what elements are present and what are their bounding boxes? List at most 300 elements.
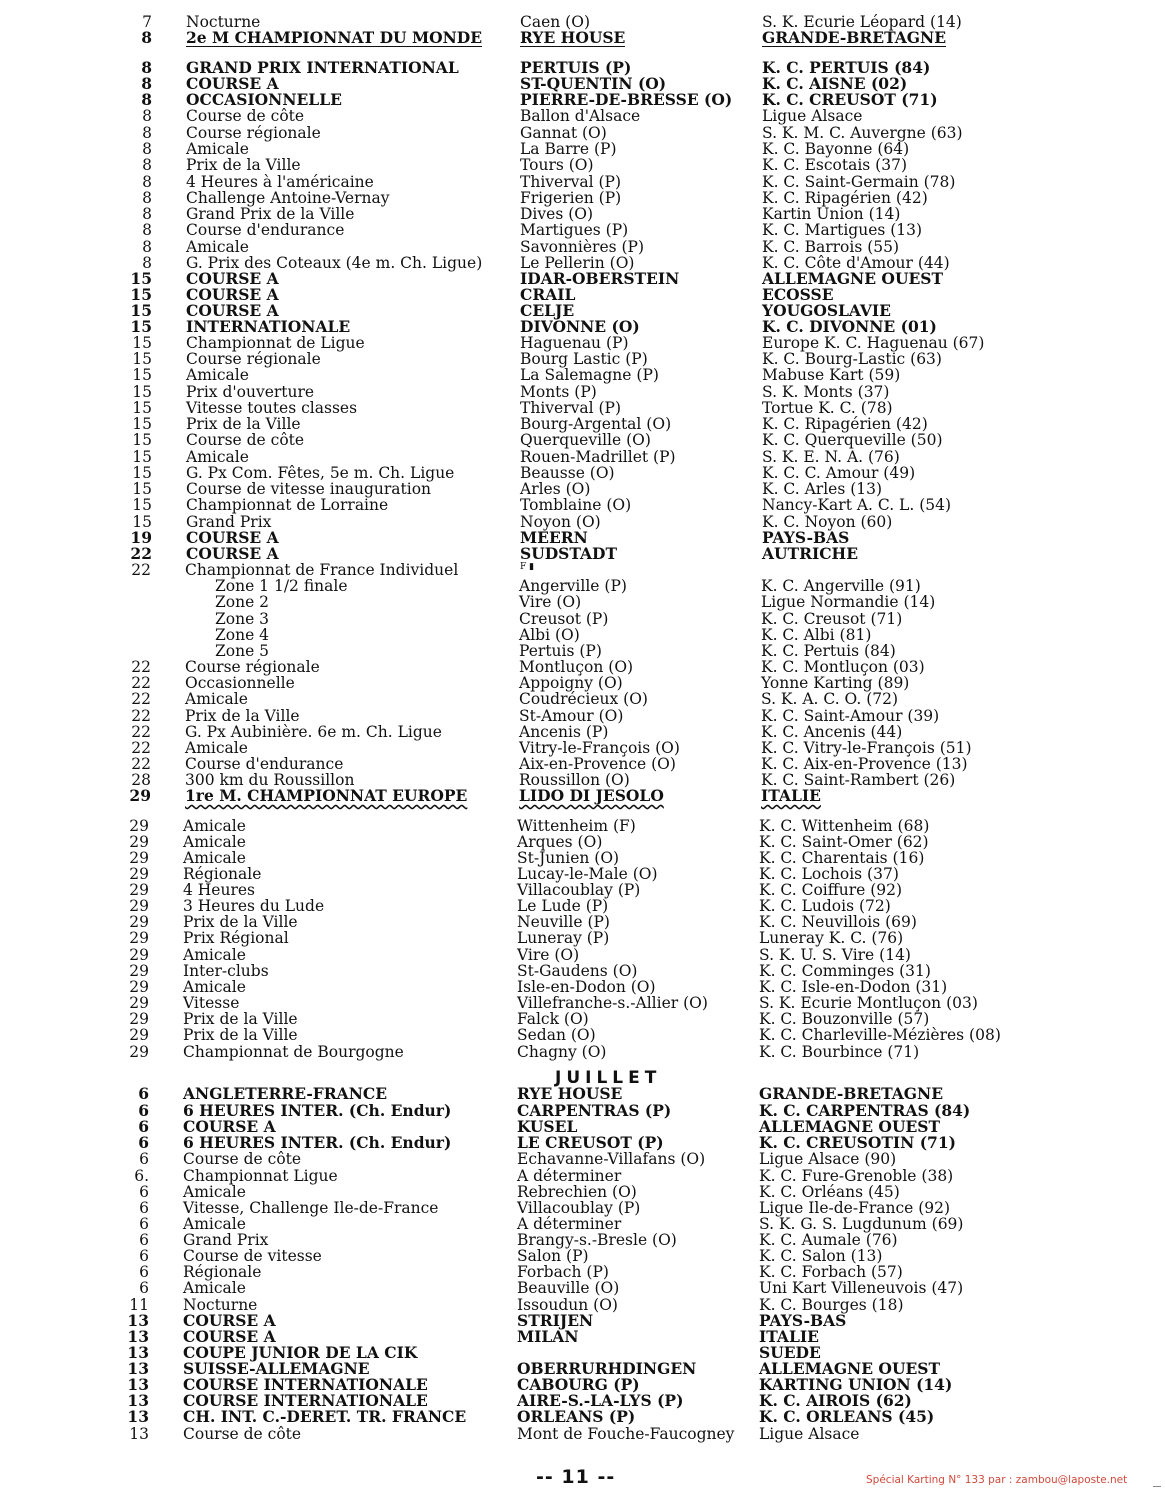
cell-day: 8 (142, 254, 152, 272)
cell-day: 6 (138, 1117, 149, 1136)
cell-place: DIVONNE (O) (520, 317, 640, 336)
cell-club: K. C. Creusot (71) (761, 610, 903, 628)
cell-place: Pertuis (P) (519, 642, 602, 660)
cell-event: COURSE A (186, 544, 279, 563)
cell-event: Amicale (186, 448, 249, 466)
cell-place: Villacoublay (P) (517, 881, 641, 899)
cell-event: Amicale (183, 978, 246, 996)
cell-club: K. C. Ancenis (44) (761, 723, 903, 741)
cell-place: St-Amour (O) (519, 707, 624, 725)
cell-event: Course de côte (186, 107, 305, 125)
cell-club: K. C. DIVONNE (01) (762, 317, 937, 336)
cell-place: Villefranche-s.-Allier (O) (517, 994, 708, 1012)
cell-day: 13 (127, 1359, 149, 1378)
table-row (0, 963, 1162, 979)
cell-event: CH. INT. C.-DERET. TR. FRANCE (183, 1407, 467, 1426)
cell-place: Aix-en-Provence (O) (519, 755, 676, 773)
table-row (0, 1027, 1162, 1043)
cell-club: Ligue Alsace (90) (759, 1150, 897, 1168)
cell-day: 15 (132, 350, 152, 368)
cell-day: 15 (132, 383, 152, 401)
cell-club: K. C. Lochois (37) (759, 865, 899, 883)
cell-club: K. C. Bouzonville (57) (759, 1010, 930, 1028)
scrap-mark: F ▮ (520, 562, 535, 572)
cell-place: Mont de Fouche-Faucogney (517, 1425, 735, 1443)
cell-club: K. C. Querqueville (50) (762, 431, 943, 449)
cell-event: 300 km du Roussillon (185, 771, 355, 789)
cell-event: GRAND PRIX INTERNATIONAL (186, 58, 459, 77)
cell-club: Ligue Alsace (762, 107, 863, 125)
cell-event: Vitesse, Challenge Ile-de-France (183, 1199, 439, 1217)
cell-place: Haguenau (P) (520, 334, 629, 352)
table-row (0, 1151, 1162, 1167)
cell-day: 6 (139, 1199, 149, 1217)
cell-event: Nocturne (186, 13, 261, 31)
table-row (0, 190, 1165, 206)
cell-place: Savonnières (P) (520, 238, 645, 256)
cell-club: K. C. Albi (81) (761, 626, 872, 644)
cell-event: Amicale (183, 817, 246, 835)
cell-event: Vitesse (183, 994, 240, 1012)
cell-day: 15 (132, 513, 152, 531)
cell-club: S. K. U. S. Vire (14) (759, 946, 911, 964)
table-row (0, 157, 1165, 173)
cell-place: PERTUIS (P) (520, 58, 632, 77)
cell-event: Amicale (185, 739, 248, 757)
cell-event: Course régionale (186, 350, 321, 368)
table-row (0, 708, 1164, 724)
cell-club: K. C. Isle-en-Dodon (31) (759, 978, 948, 996)
cell-event: COURSE A (183, 1117, 276, 1136)
cell-club: K. C. Saint-Rambert (26) (761, 771, 956, 789)
cell-place: RYE HOUSE (520, 28, 626, 47)
cell-day: 8 (142, 173, 152, 191)
table-row (0, 930, 1162, 946)
cell-day: 8 (142, 221, 152, 239)
cell-day: 15 (130, 269, 152, 288)
cell-club: K. C. Charentais (16) (759, 849, 925, 867)
cell-place: Montluçon (O) (519, 658, 634, 676)
table-row (0, 335, 1165, 351)
cell-club: K. C. AIROIS (62) (759, 1391, 912, 1410)
cell-day: 6 (139, 1247, 149, 1265)
cell-event: Nocturne (183, 1296, 258, 1314)
cell-day: 8 (142, 156, 152, 174)
cell-place: Falck (O) (517, 1010, 589, 1028)
cell-day: 8 (141, 58, 152, 77)
cell-event: Course de vitesse (183, 1247, 322, 1265)
cell-club: K. C. Aix-en-Provence (13) (761, 755, 968, 773)
cell-place: CELJE (520, 301, 575, 320)
cell-day: 15 (132, 464, 152, 482)
cell-club: K. C. Ripagérien (42) (762, 189, 928, 207)
cell-event: Amicale (185, 690, 248, 708)
cell-day: 6. (134, 1167, 149, 1185)
table-row (0, 1184, 1162, 1200)
cell-place: Neuville (P) (517, 913, 610, 931)
table-row (0, 222, 1165, 238)
cell-place: Rouen-Madrillet (P) (520, 448, 676, 466)
table-row (0, 1216, 1162, 1232)
cell-place: AIRE-S.-LA-LYS (P) (517, 1391, 684, 1410)
cell-club: K. C. Pertuis (84) (761, 642, 896, 660)
cell-day: 29 (129, 849, 149, 867)
cell-event: Course régionale (186, 124, 321, 142)
cell-day: 13 (127, 1407, 149, 1426)
table-row (0, 416, 1165, 432)
cell-event: Prix de la Ville (186, 156, 301, 174)
cell-day: 29 (129, 817, 149, 835)
cell-place: Martigues (P) (520, 221, 629, 239)
table-row (0, 882, 1162, 898)
cell-event: Prix Régional (183, 929, 289, 947)
cell-event: Prix de la Ville (183, 913, 298, 931)
table-row (0, 1135, 1162, 1151)
cell-club: Ligue Normandie (14) (761, 593, 936, 611)
cell-event: Amicale (183, 946, 246, 964)
cell-club: K. C. Wittenheim (68) (759, 817, 930, 835)
cell-place: A déterminer (517, 1215, 622, 1233)
cell-day: 8 (141, 74, 152, 93)
cell-club: Yonne Karting (89) (761, 674, 910, 692)
cell-event: 2e M CHAMPIONNAT DU MONDE (186, 28, 483, 47)
cell-place: A déterminer (517, 1167, 622, 1185)
cell-event: Zone 4 (215, 626, 270, 644)
cell-day: 8 (141, 28, 152, 47)
cell-day: 29 (129, 1043, 149, 1061)
cell-event: Amicale (183, 1215, 246, 1233)
cell-place: Salon (P) (517, 1247, 589, 1265)
cell-day: 8 (142, 189, 152, 207)
cell-day: 6 (139, 1150, 149, 1168)
cell-day: 15 (132, 448, 152, 466)
cell-event: Course de côte (183, 1425, 302, 1443)
cell-day: 8 (142, 205, 152, 223)
cell-day: 19 (130, 528, 152, 547)
cell-place: Querqueville (O) (520, 431, 651, 449)
table-row (0, 1200, 1162, 1216)
table-row (0, 740, 1164, 756)
cell-club: K. C. Aumale (76) (759, 1231, 898, 1249)
cell-event: SUISSE-ALLEMAGNE (183, 1359, 370, 1378)
cell-day: 13 (127, 1391, 149, 1410)
cell-day: 13 (129, 1425, 149, 1443)
cell-day: 8 (141, 90, 152, 109)
cell-place: Brangy-s.-Bresle (O) (517, 1231, 677, 1249)
cell-club: ITALIE (761, 786, 821, 805)
cell-event: Inter-clubs (183, 962, 269, 980)
cell-club: K. C. C. Amour (49) (762, 464, 916, 482)
table-row (0, 30, 1165, 46)
cell-day: 8 (142, 107, 152, 125)
cell-place: Monts (P) (520, 383, 597, 401)
cell-place: La Salemagne (P) (520, 366, 659, 384)
table-row (0, 92, 1165, 108)
table-row (0, 384, 1165, 400)
cell-event: ANGLETERRE-FRANCE (183, 1084, 388, 1103)
cell-place: Chagny (O) (517, 1043, 607, 1061)
cell-event: COURSE A (186, 74, 279, 93)
table-row (0, 914, 1162, 930)
cell-day: 6 (139, 1263, 149, 1281)
cell-place: Isle-en-Dodon (O) (517, 978, 656, 996)
cell-event: Prix de la Ville (186, 415, 301, 433)
cell-club: KARTING UNION (14) (759, 1375, 953, 1394)
table-row (0, 1103, 1162, 1119)
table-row (0, 432, 1165, 448)
cell-club: ITALIE (759, 1327, 819, 1346)
cell-place: Beauville (O) (517, 1279, 620, 1297)
cell-club: K. C. Escotais (37) (762, 156, 908, 174)
cell-day: 22 (131, 723, 151, 741)
cell-event: Course d'endurance (186, 221, 345, 239)
cell-place: OBERRURHDINGEN (517, 1359, 697, 1378)
table-row (0, 611, 1164, 627)
cell-day: 29 (129, 946, 149, 964)
cell-place: Villacoublay (P) (517, 1199, 641, 1217)
cell-club: S. K. Ecurie Léopard (14) (762, 13, 962, 31)
cell-club: K. C. Salon (13) (759, 1247, 883, 1265)
table-row (0, 108, 1165, 124)
cell-event: 3 Heures du Lude (183, 897, 325, 915)
table-row (0, 141, 1165, 157)
cell-event: Grand Prix (183, 1231, 269, 1249)
cell-place: Gannat (O) (520, 124, 607, 142)
cell-club: K. C. Arles (13) (762, 480, 883, 498)
cell-event: Amicale (186, 140, 249, 158)
cell-place: CABOURG (P) (517, 1375, 640, 1394)
cell-place: IDAR-OBERSTEIN (520, 269, 680, 288)
cell-club: K. C. Martigues (13) (762, 221, 923, 239)
cell-place: Thiverval (P) (520, 399, 622, 417)
table-row (0, 287, 1165, 303)
table-row (0, 449, 1165, 465)
cell-place: Thiverval (P) (520, 173, 622, 191)
table-row (0, 947, 1162, 963)
table-row (0, 465, 1165, 481)
cell-place: Arles (O) (520, 480, 591, 498)
cell-club: K. C. Ludois (72) (759, 897, 891, 915)
cell-place: Bourg-Argental (O) (520, 415, 672, 433)
cell-place: Tomblaine (O) (520, 496, 632, 514)
cell-place: Albi (O) (519, 626, 580, 644)
table-row (0, 756, 1164, 772)
cell-day: 11 (129, 1296, 149, 1314)
cell-club: S. K. A. C. O. (72) (761, 690, 899, 708)
cell-place: Lucay-le-Male (O) (517, 865, 658, 883)
cell-place: Wittenheim (F) (517, 817, 636, 835)
cell-club: K. C. Orléans (45) (759, 1183, 900, 1201)
cell-club: K. C. Ripagérien (42) (762, 415, 928, 433)
cell-event: Amicale (183, 833, 246, 851)
cell-place: Le Pellerin (O) (520, 254, 635, 272)
cell-place: Luneray (P) (517, 929, 610, 947)
cell-event: Grand Prix (186, 513, 272, 531)
cell-place: RYE HOUSE (517, 1084, 623, 1103)
cell-event: Championnat Ligue (183, 1167, 338, 1185)
table-row (0, 1426, 1162, 1442)
cell-club: Uni Kart Villeneuvois (47) (759, 1279, 964, 1297)
cell-day: 6 (139, 1183, 149, 1201)
cell-day: 15 (132, 431, 152, 449)
cell-day: 29 (129, 913, 149, 931)
cell-event: Course d'endurance (185, 755, 344, 773)
cell-event: COURSE A (183, 1311, 276, 1330)
cell-day: 15 (132, 496, 152, 514)
cell-place: PIERRE-DE-BRESSE (O) (520, 90, 733, 109)
cell-day: 29 (129, 994, 149, 1012)
table-row (0, 1232, 1162, 1248)
cell-club: Europe K. C. Haguenau (67) (762, 334, 985, 352)
cell-day: 29 (129, 897, 149, 915)
cell-club: PAYS-BAS (762, 528, 850, 547)
cell-club: Ligue Ile-de-France (92) (759, 1199, 951, 1217)
cell-event: Grand Prix de la Ville (186, 205, 355, 223)
cell-event: Zone 5 (215, 642, 270, 660)
cell-event: Amicale (183, 1279, 246, 1297)
cell-place: Vire (O) (517, 946, 580, 964)
cell-place: MILAN (517, 1327, 579, 1346)
cell-club: GRANDE-BRETAGNE (762, 28, 947, 47)
cell-event: G. Px Aubinière. 6e m. Ch. Ligue (185, 723, 442, 741)
cell-event: COURSE A (186, 285, 279, 304)
cell-place: Sedan (O) (517, 1026, 596, 1044)
table-row (0, 1248, 1162, 1264)
cell-event: Occasionnelle (185, 674, 295, 692)
table-row (0, 125, 1165, 141)
cell-event: Championnat de Ligue (186, 334, 365, 352)
cell-club: SUEDE (759, 1343, 821, 1362)
cell-event: COURSE INTERNATIONALE (183, 1391, 428, 1410)
footer-credit: Spécial Karting N° 133 par : zambou@laposte.net (866, 1474, 1128, 1486)
cell-club: ECOSSE (762, 285, 834, 304)
cell-place: Forbach (P) (517, 1263, 609, 1281)
table-row (0, 578, 1164, 594)
table-row (0, 979, 1162, 995)
table-row (0, 818, 1162, 834)
cell-day: 22 (131, 658, 151, 676)
table-row (0, 1329, 1162, 1345)
cell-club: K. C. Vitry-le-François (51) (761, 739, 972, 757)
table-row (0, 724, 1164, 740)
table-row (0, 898, 1162, 914)
cell-place: Ancenis (P) (519, 723, 609, 741)
cell-day: 6 (138, 1084, 149, 1103)
cell-day: 15 (132, 415, 152, 433)
cell-club: GRANDE-BRETAGNE (759, 1084, 944, 1103)
cell-day: 7 (142, 13, 152, 31)
cell-place: MEERN (520, 528, 588, 547)
table-row (0, 691, 1164, 707)
cell-place: SUDSTADT (520, 544, 618, 563)
cell-day: 29 (129, 865, 149, 883)
cell-day: 6 (138, 1133, 149, 1152)
cell-club: Nancy-Kart A. C. L. (54) (762, 496, 952, 514)
cell-event: OCCASIONNELLE (186, 90, 342, 109)
cell-day: 6 (139, 1231, 149, 1249)
table-row (0, 675, 1164, 691)
cell-place: Noyon (O) (520, 513, 601, 531)
cell-event: COURSE INTERNATIONALE (183, 1375, 428, 1394)
cell-event: Zone 1 1/2 finale (215, 577, 348, 595)
table-row (0, 351, 1165, 367)
cell-day: 29 (129, 978, 149, 996)
table-row (0, 239, 1165, 255)
cell-place: Appoigny (O) (519, 674, 623, 692)
cell-club: YOUGOSLAVIE (762, 301, 891, 320)
table-row (0, 659, 1164, 675)
cell-event: COURSE A (183, 1327, 276, 1346)
cell-club: ALLEMAGNE OUEST (759, 1117, 940, 1136)
cell-event: Prix de la Ville (183, 1026, 298, 1044)
cell-day: 22 (131, 739, 151, 757)
cell-day: 15 (132, 366, 152, 384)
cell-club: S. K. Monts (37) (762, 383, 890, 401)
cell-event: Course de vitesse inauguration (186, 480, 432, 498)
table-row (0, 594, 1164, 610)
cell-event: Challenge Antoine-Vernay (186, 189, 390, 207)
cell-club: Kartin Union (14) (762, 205, 901, 223)
table-row (0, 627, 1164, 643)
cell-day: 15 (132, 480, 152, 498)
cell-place: Coudrécieux (O) (519, 690, 648, 708)
cell-event: G. Px Com. Fêtes, 5e m. Ch. Ligue (186, 464, 455, 482)
cell-day: 15 (130, 301, 152, 320)
month-heading: JUILLET (555, 1068, 662, 1088)
table-row (0, 788, 1164, 804)
cell-place: STRIJEN (517, 1311, 594, 1330)
cell-place: Bourg Lastic (P) (520, 350, 648, 368)
cell-day: 22 (131, 690, 151, 708)
cell-club: K. C. Comminges (31) (759, 962, 931, 980)
cell-club: K. C. Montluçon (03) (761, 658, 925, 676)
cell-place: Roussillon (O) (519, 771, 630, 789)
cell-club: K. C. Angerville (91) (761, 577, 921, 595)
cell-event: Zone 2 (215, 593, 270, 611)
cell-place: CARPENTRAS (P) (517, 1101, 672, 1120)
table-row (0, 1280, 1162, 1296)
cell-day: 6 (139, 1279, 149, 1297)
cell-club: K. C. Forbach (57) (759, 1263, 903, 1281)
cell-day: 13 (127, 1343, 149, 1362)
cell-place: Angerville (P) (519, 577, 627, 595)
cell-event: Amicale (183, 1183, 246, 1201)
cell-club: Ligue Alsace (759, 1425, 860, 1443)
cell-place: Caen (O) (520, 13, 590, 31)
cell-event: Championnat de Lorraine (186, 496, 389, 514)
table-row (0, 546, 1165, 562)
table-row (0, 834, 1162, 850)
table-row (0, 206, 1165, 222)
cell-event: Vitesse toutes classes (186, 399, 358, 417)
cell-day: 22 (131, 755, 151, 773)
cell-place: ORLEANS (P) (517, 1407, 636, 1426)
cell-day: 29 (129, 1010, 149, 1028)
cell-club: Luneray K. C. (76) (759, 929, 904, 947)
cell-day: 22 (131, 561, 151, 579)
table-row (0, 174, 1165, 190)
table-row (0, 481, 1165, 497)
table-row (0, 497, 1165, 513)
cell-place: Vire (O) (519, 593, 582, 611)
cell-event: 6 HEURES INTER. (Ch. Endur) (183, 1133, 452, 1152)
table-row (0, 1313, 1162, 1329)
cell-club: K. C. Côte d'Amour (44) (762, 254, 950, 272)
table-row (0, 1264, 1162, 1280)
cell-day: 13 (127, 1311, 149, 1330)
cell-day: 8 (142, 140, 152, 158)
cell-day: 28 (131, 771, 151, 789)
